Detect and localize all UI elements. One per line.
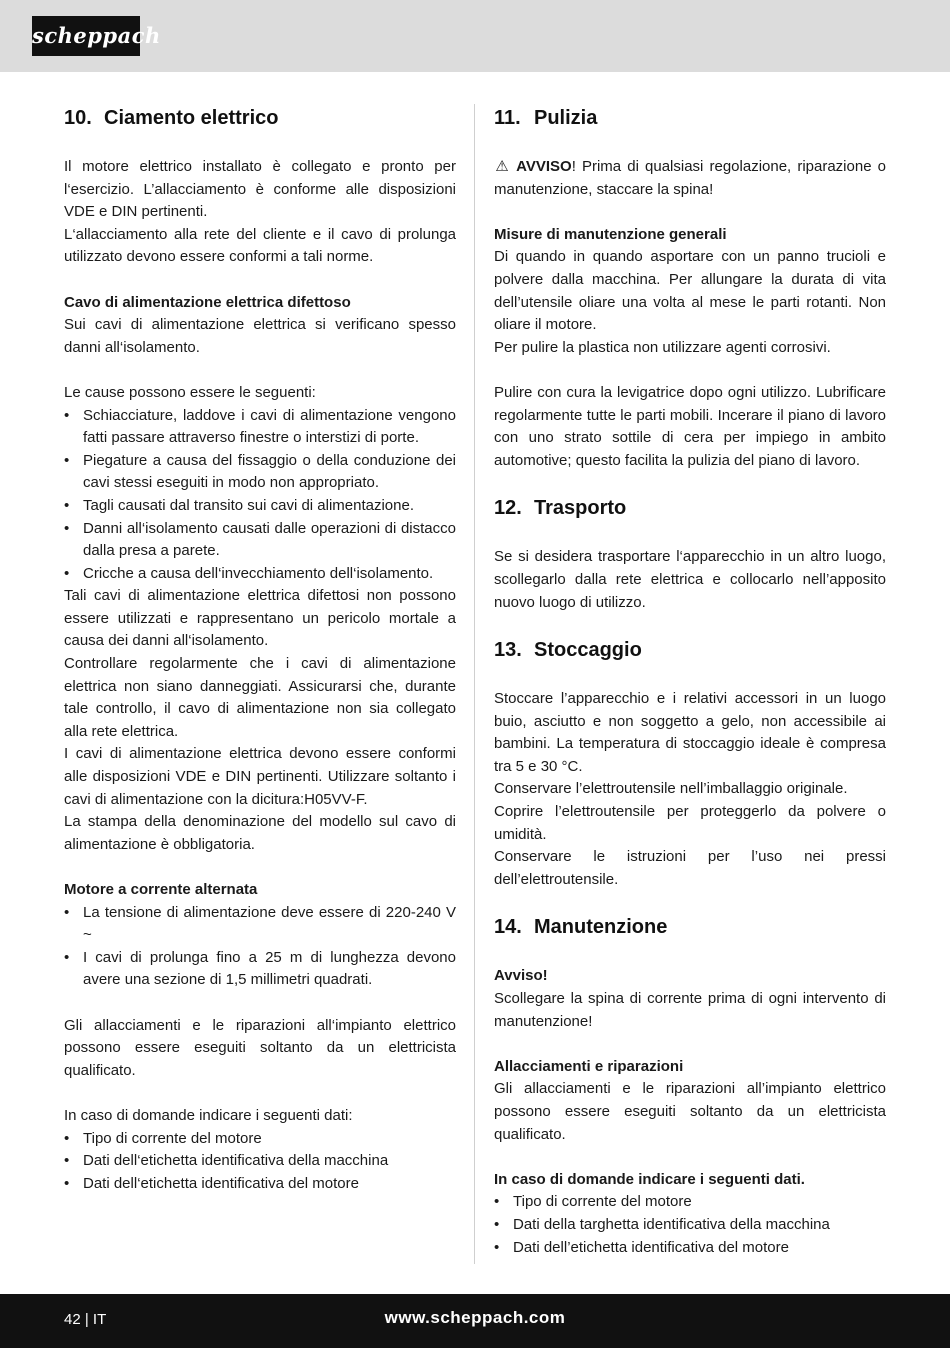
list-item: • Dati dell’etichetta identificativa del motore xyxy=(494,1237,886,1260)
header-bar xyxy=(0,0,950,72)
general-text-2: Per pulire la plastica non utilizzare agenti corrosivi. xyxy=(494,338,831,356)
motor-heading: Motore a corrente alternata xyxy=(64,881,258,898)
questions-heading: In caso di domande indicare i seguenti dati. xyxy=(494,1170,805,1188)
section-13-heading: 13. Stoccaggio xyxy=(494,639,642,662)
column-divider xyxy=(474,104,475,1264)
questions-intro: In caso di domande indicare i seguenti dati: xyxy=(64,1106,353,1124)
questions-list xyxy=(64,1128,456,1196)
storage-text: Stoccare l’apparecchio e i relativi accessori in un luogo buio, asciutto e non soggetto a gelo, non accessibile ai bambini. La temperatura di stoccaggio ideale è compresa tra 5 e 30 °C. xyxy=(494,690,886,775)
section-11-heading: 11. Pulizia xyxy=(494,107,598,129)
warning-paragraph: ⚠ AVVISO! Prima di qualsiasi regolazione, riparazione o manutenzione, staccare la spina! xyxy=(494,158,886,198)
list-item: • Tipo di corrente del motore xyxy=(64,1128,456,1151)
section-10-heading: 10. Ciamento elettrico xyxy=(64,107,279,129)
warning-label: AVVISO xyxy=(516,158,572,175)
right-questions-list xyxy=(494,1191,886,1259)
warning-triangle-icon: ⚠ xyxy=(495,158,509,175)
clean-text: Pulire con cura la levigatrice dopo ogni utilizzo. Lubrificare regolarmente tutte le parti mobili. Incerare il piano di lavoro con uno strato sottile di cera per impiego in ambito automotive; questo facilita la pulizia del piano di lavoro. xyxy=(494,383,886,469)
website-link[interactable]: www.scheppach.com xyxy=(384,1308,566,1327)
left-column xyxy=(64,104,456,1195)
intro-paragraph-2: L‘allacciamento alla rete del cliente e il cavo di prolunga utilizzato devono essere conformi a tali norme. xyxy=(64,225,456,266)
list-item: • Tipo di corrente del motore xyxy=(494,1191,886,1214)
list-item: • Dati dell‘etichetta identificativa del motore xyxy=(64,1173,456,1196)
list-item: • Dati dell‘etichetta identificativa della macchina xyxy=(64,1150,456,1173)
motor-list xyxy=(64,902,456,992)
defect-paragraph: Tali cavi di alimentazione elettrica difettosi non possono essere utilizzati e rappresentano un pericolo mortale a causa dei danni all‘isolamento. xyxy=(64,587,456,650)
cable-text: Sui cavi di alimentazione elettrica si verificano spesso danni all‘isolamento. xyxy=(64,316,456,356)
brand-logo: scheppach xyxy=(32,16,140,56)
list-item: • Cricche a causa dell‘invecchiamento dell‘isolamento. xyxy=(64,563,456,586)
section-14-heading: 14. Manutenzione xyxy=(494,916,668,939)
model-print-paragraph: La stampa della denominazione del modello sul cavo di alimentazione è obbligatoria. xyxy=(64,813,456,853)
list-item: • I cavi di prolunga fino a 25 m di lunghezza devono avere una sezione di 1,5 millimetri quadrati. xyxy=(64,947,456,992)
section-12-heading: 12. Trasporto xyxy=(494,497,627,520)
general-heading: Misure di manutenzione generali xyxy=(494,225,727,243)
storage-text-3: Coprire l’elettroutensile per proteggerlo da polvere o umidità. xyxy=(494,803,886,843)
right-column xyxy=(494,104,886,1259)
standards-paragraph: I cavi di alimentazione elettrica devono essere conformi alle disposizioni VDE e DIN pertinenti. Utilizzare soltanto i cavi di alimentazione con la dicitura:H05VV-F. xyxy=(64,745,456,808)
list-item: • Schiacciature, laddove i cavi di alimentazione vengono fatti passare attraverso finestre o interstizi di porte. xyxy=(64,405,456,450)
cable-heading: Cavo di alimentazione elettrica difettoso xyxy=(64,293,351,311)
causes-intro: Le cause possono essere le seguenti: xyxy=(64,383,316,401)
intro-paragraph: Il motore elettrico installato è collegato e pronto per l‘esercizio. L’allacciamento è conforme alle disposizioni VDE e DIN pertinenti. xyxy=(64,158,456,221)
storage-text-2: Conservare l’elettroutensile nell’imballaggio originale. xyxy=(494,780,848,798)
repair-heading: Allacciamenti e riparazioni xyxy=(494,1057,684,1075)
footer-bar xyxy=(0,1294,950,1348)
list-item: • Dati della targhetta identificativa della macchina xyxy=(494,1214,886,1237)
repair-text: Gli allacciamenti e le riparazioni all’impianto elettrico possono essere eseguiti soltanto da un elettricista qualificato. xyxy=(494,1080,886,1143)
general-text: Di quando in quando asportare con un panno trucioli e polvere dalla macchina. Per allungare la durata di vita dell’utensile oliare una volta al mese le parti rotanti. Non oliare il motore. xyxy=(494,248,886,334)
maintenance-text: Scollegare la spina di corrente prima di ogni intervento di manutenzione! xyxy=(494,990,886,1030)
maintenance-warning: Avviso! xyxy=(494,967,548,985)
list-item: • Piegature a causa del fissaggio o della conduzione dei cavi stessi eseguiti in modo non appropriato. xyxy=(64,450,456,495)
transport-text: Se si desidera trasportare l‘apparecchio in un altro luogo, scollegarlo dalla rete elettrica e collocarlo nell’apposito nuovo luogo di utilizzo. xyxy=(494,548,886,611)
list-item: • Tagli causati dal transito sui cavi di alimentazione. xyxy=(64,495,456,518)
list-item: • La tensione di alimentazione deve essere di 220-240 V ~ xyxy=(64,902,456,947)
page-number: 42 | IT xyxy=(64,1311,107,1328)
list-item: • Danni all‘isolamento causati dalle operazioni di distacco dalla presa a parete. xyxy=(64,518,456,563)
connections-paragraph: Gli allacciamenti e le riparazioni all‘impianto elettrico possono essere eseguiti soltanto da un elettricista qualificato. xyxy=(64,1016,456,1079)
causes-list xyxy=(64,405,456,586)
check-paragraph: Controllare regolarmente che i cavi di alimentazione elettrica non siano danneggiati. Assicurarsi che, durante tale controllo, il cavo di alimentazione non sia collegato alla rete elettrica. xyxy=(64,655,456,740)
storage-text-4: Conservare le istruzioni per l’uso nei pressi dell’elettroutensile. xyxy=(494,848,886,888)
